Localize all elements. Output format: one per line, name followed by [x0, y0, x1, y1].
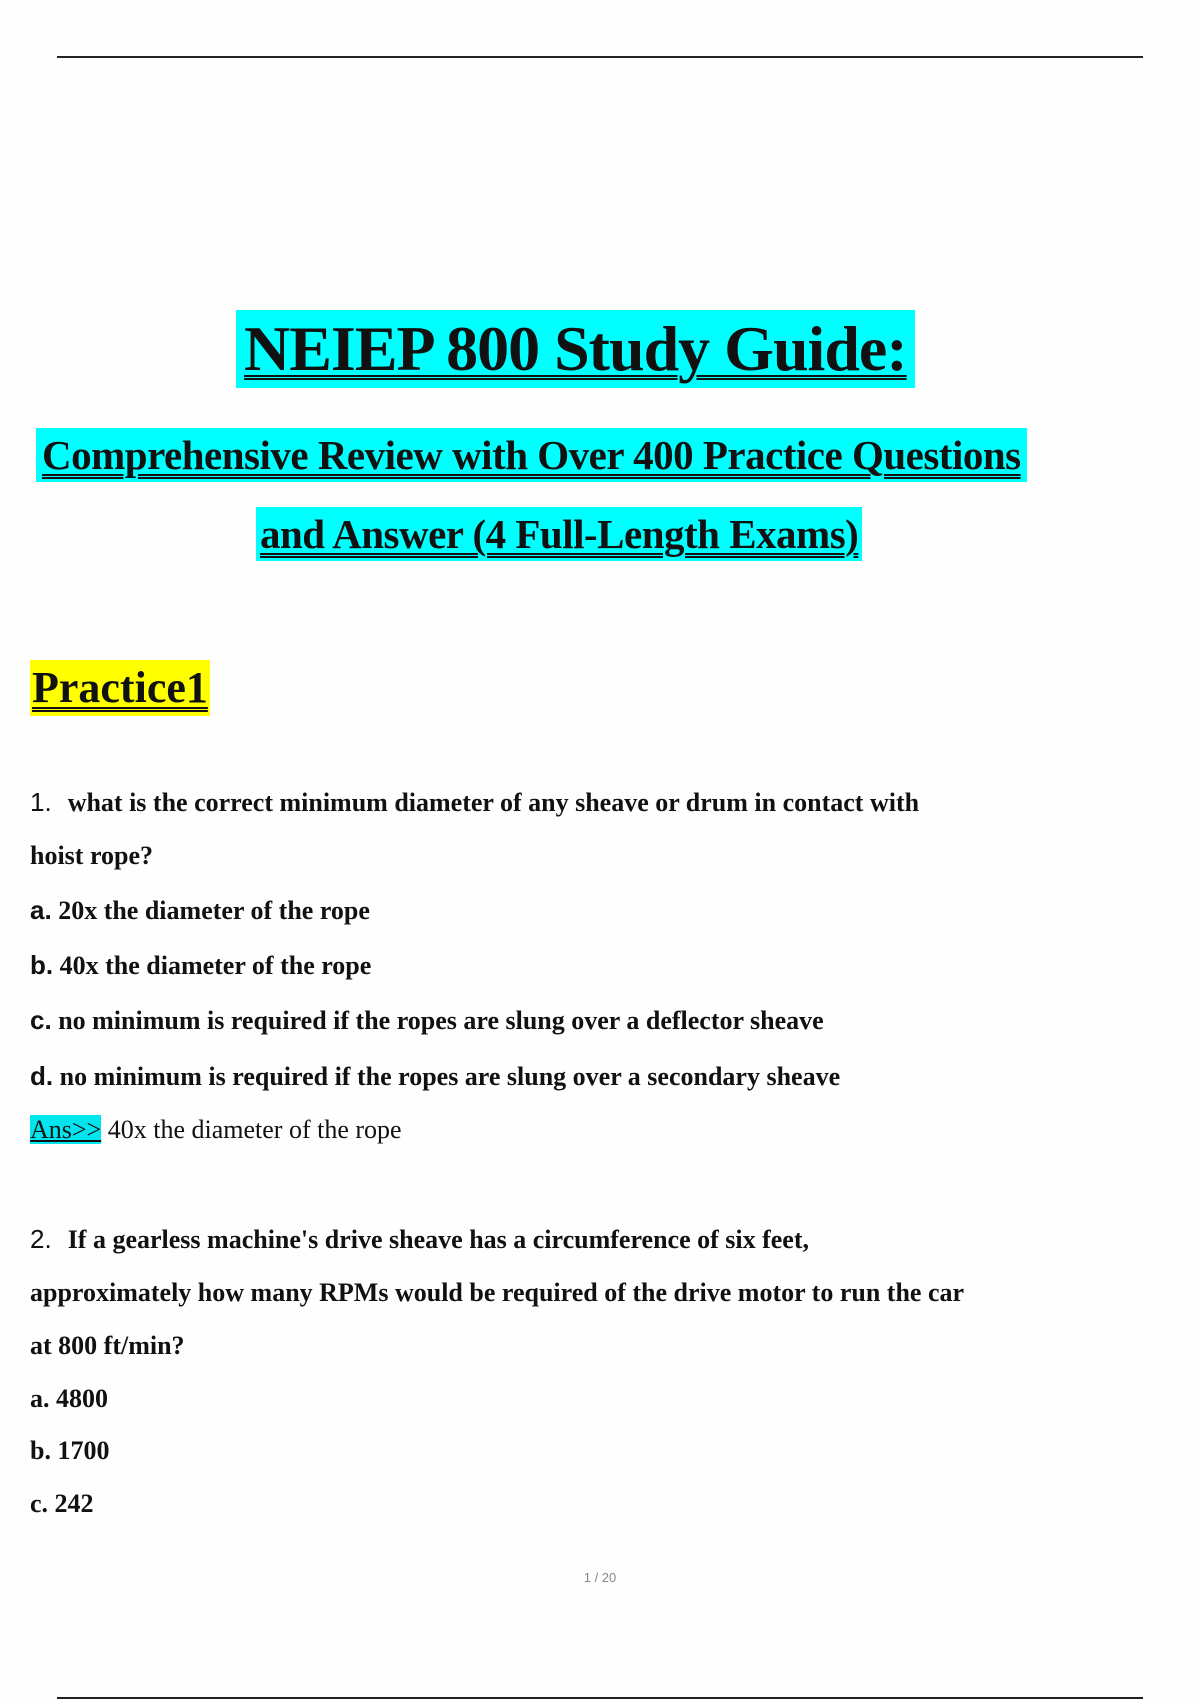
option-label: a.	[30, 895, 52, 925]
answer-text: 40x the diameter of the rope	[107, 1115, 402, 1144]
answer-1	[30, 1113, 402, 1147]
option-c	[30, 1003, 824, 1038]
option-label: c.	[30, 1489, 49, 1518]
question-text-continued: hoist rope?	[30, 841, 154, 870]
option-a	[30, 893, 370, 928]
subtitle-line-2: and Answer (4 Full-Length Exams)	[256, 507, 862, 561]
document-title: NEIEP 800 Study Guide:	[236, 310, 915, 388]
answer-tag: Ans>>	[30, 1115, 102, 1144]
top-rule	[57, 56, 1143, 58]
option-label: b.	[30, 950, 54, 980]
option-c	[30, 1487, 94, 1521]
question-number: 1.	[30, 787, 52, 817]
question-text-continued: approximately how many RPMs would be required of the drive motor to run the car	[30, 1278, 965, 1307]
option-text: 4800	[56, 1384, 108, 1413]
question-number: 2.	[30, 1224, 52, 1254]
question-2	[30, 1222, 809, 1257]
page-indicator: 1 / 20	[583, 1570, 617, 1585]
subtitle-line-1: Comprehensive Review with Over 400 Practice Questions	[36, 428, 1027, 482]
section-heading: Practice1	[30, 660, 210, 716]
question-text: If a gearless machine's drive sheave has a circumference of six feet,	[67, 1225, 810, 1254]
option-text: 1700	[57, 1436, 110, 1465]
option-label: c.	[30, 1005, 52, 1035]
option-label: b.	[30, 1436, 51, 1465]
question-1	[30, 785, 919, 820]
question-text: what is the correct minimum diameter of any sheave or drum in contact with	[67, 788, 920, 817]
option-d	[30, 1059, 840, 1094]
option-b	[30, 948, 371, 983]
option-text: no minimum is required if the ropes are slung over a secondary sheave	[59, 1062, 841, 1091]
option-text: 20x the diameter of the rope	[58, 896, 370, 925]
option-b	[30, 1434, 109, 1468]
option-label: a.	[30, 1384, 50, 1413]
option-label: d.	[30, 1061, 54, 1091]
option-text: 242	[54, 1489, 94, 1518]
option-a	[30, 1382, 108, 1416]
option-text: no minimum is required if the ropes are slung over a deflector sheave	[58, 1006, 824, 1035]
question-text-continued: at 800 ft/min?	[30, 1331, 185, 1360]
bottom-rule	[57, 1697, 1143, 1699]
option-text: 40x the diameter of the rope	[59, 951, 372, 980]
